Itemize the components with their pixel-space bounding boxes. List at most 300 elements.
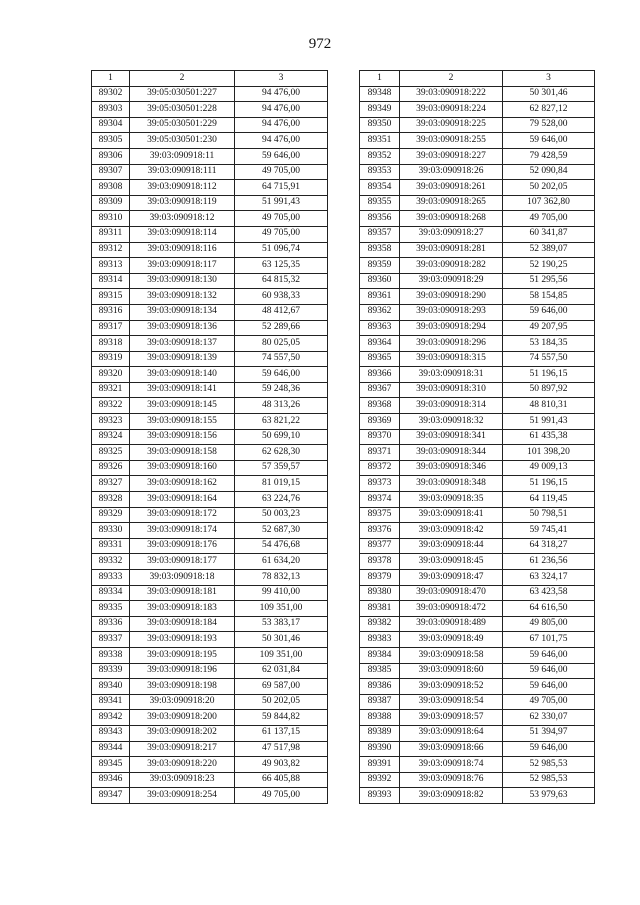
cadastral-number-cell: 39:03:090918:198 — [130, 679, 235, 695]
row-number-cell: 89348 — [360, 86, 400, 102]
cadastral-number-cell: 39:03:090918:11 — [130, 148, 235, 164]
value-cell: 57 359,57 — [235, 460, 328, 476]
table-row — [92, 289, 328, 305]
row-number-cell: 89373 — [360, 476, 400, 492]
cadastral-number-cell: 39:03:090918:174 — [130, 523, 235, 539]
row-number-cell: 89333 — [92, 570, 130, 586]
table-row — [360, 725, 595, 741]
row-number-cell: 89302 — [92, 86, 130, 102]
row-number-cell: 89386 — [360, 679, 400, 695]
value-cell: 64 815,32 — [235, 273, 328, 289]
row-number-cell: 89376 — [360, 523, 400, 539]
table-row — [360, 601, 595, 617]
row-number-cell: 89307 — [92, 164, 130, 180]
cadastral-number-cell: 39:03:090918:139 — [130, 351, 235, 367]
cadastral-number-cell: 39:03:090918:137 — [130, 336, 235, 352]
row-number-cell: 89308 — [92, 180, 130, 196]
row-number-cell: 89326 — [92, 460, 130, 476]
row-number-cell: 89355 — [360, 195, 400, 211]
cadastral-number-cell: 39:03:090918:112 — [130, 180, 235, 196]
row-number-cell: 89335 — [92, 601, 130, 617]
value-cell: 94 476,00 — [235, 102, 328, 118]
table-row — [360, 445, 595, 461]
table-row — [360, 570, 595, 586]
cadastral-number-cell: 39:03:090918:348 — [400, 476, 503, 492]
table-row — [360, 647, 595, 663]
column-header: 1 — [92, 71, 130, 87]
row-number-cell: 89345 — [92, 757, 130, 773]
row-number-cell: 89310 — [92, 211, 130, 227]
table-row — [360, 694, 595, 710]
cadastral-number-cell: 39:03:090918:227 — [400, 148, 503, 164]
table-row — [360, 320, 595, 336]
table-row — [92, 382, 328, 398]
cadastral-number-cell: 39:03:090918:156 — [130, 429, 235, 445]
cadastral-number-cell: 39:03:090918:281 — [400, 242, 503, 258]
value-cell: 64 616,50 — [503, 601, 595, 617]
value-cell: 52 687,30 — [235, 523, 328, 539]
value-cell: 50 003,23 — [235, 507, 328, 523]
value-cell: 49 705,00 — [235, 226, 328, 242]
table-row — [92, 492, 328, 508]
value-cell: 61 137,15 — [235, 725, 328, 741]
table-row — [360, 226, 595, 242]
cadastral-number-cell: 39:03:090918:132 — [130, 289, 235, 305]
cadastral-number-cell: 39:03:090918:176 — [130, 538, 235, 554]
cadastral-number-cell: 39:03:090918:74 — [400, 757, 503, 773]
row-number-cell: 89329 — [92, 507, 130, 523]
table-row — [360, 663, 595, 679]
right-table — [359, 70, 595, 804]
cadastral-number-cell: 39:03:090918:155 — [130, 414, 235, 430]
row-number-cell: 89366 — [360, 367, 400, 383]
value-cell: 78 832,13 — [235, 570, 328, 586]
row-number-cell: 89330 — [92, 523, 130, 539]
table-row — [92, 414, 328, 430]
cadastral-number-cell: 39:03:090918:41 — [400, 507, 503, 523]
row-number-cell: 89336 — [92, 616, 130, 632]
cadastral-number-cell: 39:03:090918:23 — [130, 772, 235, 788]
value-cell: 59 248,36 — [235, 382, 328, 398]
cadastral-number-cell: 39:03:090918:202 — [130, 725, 235, 741]
cadastral-number-cell: 39:05:030501:228 — [130, 102, 235, 118]
cadastral-number-cell: 39:03:090918:64 — [400, 725, 503, 741]
value-cell: 59 745,41 — [503, 523, 595, 539]
table-row — [360, 476, 595, 492]
cadastral-number-cell: 39:03:090918:254 — [130, 788, 235, 804]
table-row — [360, 772, 595, 788]
cadastral-number-cell: 39:03:090918:52 — [400, 679, 503, 695]
cadastral-number-cell: 39:03:090918:42 — [400, 523, 503, 539]
row-number-cell: 89385 — [360, 663, 400, 679]
cadastral-number-cell: 39:03:090918:268 — [400, 211, 503, 227]
row-number-cell: 89324 — [92, 429, 130, 445]
value-cell: 52 090,84 — [503, 164, 595, 180]
row-number-cell: 89389 — [360, 725, 400, 741]
row-number-cell: 89317 — [92, 320, 130, 336]
cadastral-number-cell: 39:03:090918:222 — [400, 86, 503, 102]
cadastral-number-cell: 39:03:090918:282 — [400, 258, 503, 274]
cadastral-number-cell: 39:03:090918:12 — [130, 211, 235, 227]
table-row — [92, 601, 328, 617]
table-row — [360, 273, 595, 289]
cadastral-number-cell: 39:03:090918:44 — [400, 538, 503, 554]
table-row — [92, 148, 328, 164]
cadastral-number-cell: 39:03:090918:47 — [400, 570, 503, 586]
table-row — [92, 741, 328, 757]
value-cell: 64 715,91 — [235, 180, 328, 196]
table-row — [360, 632, 595, 648]
row-number-cell: 89304 — [92, 117, 130, 133]
value-cell: 52 985,53 — [503, 757, 595, 773]
table-row — [360, 710, 595, 726]
table-row — [360, 304, 595, 320]
cadastral-number-cell: 39:03:090918:310 — [400, 382, 503, 398]
table-row — [360, 117, 595, 133]
row-number-cell: 89316 — [92, 304, 130, 320]
row-number-cell: 89312 — [92, 242, 130, 258]
row-number-cell: 89365 — [360, 351, 400, 367]
cadastral-number-cell: 39:03:090918:134 — [130, 304, 235, 320]
table-row — [92, 554, 328, 570]
value-cell: 59 646,00 — [235, 367, 328, 383]
value-cell: 53 383,17 — [235, 616, 328, 632]
value-cell: 63 324,17 — [503, 570, 595, 586]
cadastral-number-cell: 39:03:090918:18 — [130, 570, 235, 586]
value-cell: 51 394,97 — [503, 725, 595, 741]
table-row — [360, 133, 595, 149]
row-number-cell: 89343 — [92, 725, 130, 741]
row-number-cell: 89342 — [92, 710, 130, 726]
row-number-cell: 89384 — [360, 647, 400, 663]
value-cell: 109 351,00 — [235, 601, 328, 617]
value-cell: 49 705,00 — [235, 788, 328, 804]
table-row — [360, 741, 595, 757]
value-cell: 48 412,67 — [235, 304, 328, 320]
row-number-cell: 89313 — [92, 258, 130, 274]
cadastral-number-cell: 39:03:090918:145 — [130, 398, 235, 414]
value-cell: 60 938,33 — [235, 289, 328, 305]
value-cell: 61 236,56 — [503, 554, 595, 570]
cadastral-number-cell: 39:03:090918:114 — [130, 226, 235, 242]
value-cell: 59 844,82 — [235, 710, 328, 726]
value-cell: 50 798,51 — [503, 507, 595, 523]
table-row — [92, 679, 328, 695]
cadastral-number-cell: 39:03:090918:344 — [400, 445, 503, 461]
cadastral-number-cell: 39:03:090918:255 — [400, 133, 503, 149]
value-cell: 49 009,13 — [503, 460, 595, 476]
row-number-cell: 89323 — [92, 414, 130, 430]
cadastral-number-cell: 39:03:090918:82 — [400, 788, 503, 804]
value-cell: 59 646,00 — [503, 679, 595, 695]
row-number-cell: 89374 — [360, 492, 400, 508]
value-cell: 51 991,43 — [235, 195, 328, 211]
table-row — [360, 788, 595, 804]
table-row — [360, 336, 595, 352]
row-number-cell: 89379 — [360, 570, 400, 586]
row-number-cell: 89380 — [360, 585, 400, 601]
value-cell: 49 705,00 — [503, 694, 595, 710]
table-row — [360, 211, 595, 227]
table-row — [92, 616, 328, 632]
cadastral-number-cell: 39:03:090918:20 — [130, 694, 235, 710]
cadastral-number-cell: 39:03:090918:111 — [130, 164, 235, 180]
row-number-cell: 89388 — [360, 710, 400, 726]
cadastral-number-cell: 39:03:090918:315 — [400, 351, 503, 367]
row-number-cell: 89371 — [360, 445, 400, 461]
value-cell: 81 019,15 — [235, 476, 328, 492]
table-row — [360, 242, 595, 258]
table-row — [92, 538, 328, 554]
table-row — [92, 757, 328, 773]
cadastral-number-cell: 39:03:090918:76 — [400, 772, 503, 788]
cadastral-number-cell: 39:03:090918:140 — [130, 367, 235, 383]
row-number-cell: 89364 — [360, 336, 400, 352]
value-cell: 50 301,46 — [235, 632, 328, 648]
cadastral-number-cell: 39:03:090918:130 — [130, 273, 235, 289]
row-number-cell: 89353 — [360, 164, 400, 180]
table-row — [360, 757, 595, 773]
table-row — [360, 86, 595, 102]
table-row — [92, 211, 328, 227]
cadastral-number-cell: 39:03:090918:470 — [400, 585, 503, 601]
row-number-cell: 89349 — [360, 102, 400, 118]
value-cell: 50 897,92 — [503, 382, 595, 398]
value-cell: 101 398,20 — [503, 445, 595, 461]
cadastral-number-cell: 39:03:090918:200 — [130, 710, 235, 726]
row-number-cell: 89357 — [360, 226, 400, 242]
table-row — [360, 102, 595, 118]
value-cell: 51 991,43 — [503, 414, 595, 430]
value-cell: 107 362,80 — [503, 195, 595, 211]
table-row — [92, 86, 328, 102]
value-cell: 109 351,00 — [235, 647, 328, 663]
value-cell: 52 190,25 — [503, 258, 595, 274]
value-cell: 51 295,56 — [503, 273, 595, 289]
value-cell: 53 979,63 — [503, 788, 595, 804]
cadastral-number-cell: 39:03:090918:195 — [130, 647, 235, 663]
row-number-cell: 89309 — [92, 195, 130, 211]
table-row — [92, 180, 328, 196]
row-number-cell: 89351 — [360, 133, 400, 149]
table-row — [92, 304, 328, 320]
table-row — [360, 195, 595, 211]
table-row — [360, 148, 595, 164]
cadastral-number-cell: 39:03:090918:116 — [130, 242, 235, 258]
row-number-cell: 89328 — [92, 492, 130, 508]
value-cell: 69 587,00 — [235, 679, 328, 695]
value-cell: 59 646,00 — [503, 741, 595, 757]
table-row — [360, 492, 595, 508]
table-row — [92, 226, 328, 242]
table-row — [92, 258, 328, 274]
row-number-cell: 89372 — [360, 460, 400, 476]
row-number-cell: 89320 — [92, 367, 130, 383]
table-row — [92, 476, 328, 492]
table-row — [92, 367, 328, 383]
column-header: 2 — [400, 71, 503, 87]
cadastral-number-cell: 39:03:090918:294 — [400, 320, 503, 336]
row-number-cell: 89305 — [92, 133, 130, 149]
row-number-cell: 89352 — [360, 148, 400, 164]
row-number-cell: 89354 — [360, 180, 400, 196]
value-cell: 74 557,50 — [235, 351, 328, 367]
cadastral-number-cell: 39:03:090918:183 — [130, 601, 235, 617]
row-number-cell: 89390 — [360, 741, 400, 757]
row-number-cell: 89338 — [92, 647, 130, 663]
value-cell: 51 196,15 — [503, 367, 595, 383]
table-row — [92, 460, 328, 476]
row-number-cell: 89377 — [360, 538, 400, 554]
cadastral-number-cell: 39:03:090918:117 — [130, 258, 235, 274]
cadastral-number-cell: 39:03:090918:49 — [400, 632, 503, 648]
cadastral-number-cell: 39:03:090918:54 — [400, 694, 503, 710]
value-cell: 59 646,00 — [503, 663, 595, 679]
cadastral-number-cell: 39:05:030501:230 — [130, 133, 235, 149]
value-cell: 59 646,00 — [503, 133, 595, 149]
table-row — [92, 429, 328, 445]
row-number-cell: 89322 — [92, 398, 130, 414]
table-row — [360, 429, 595, 445]
value-cell: 52 289,66 — [235, 320, 328, 336]
value-cell: 49 903,82 — [235, 757, 328, 773]
table-row — [92, 585, 328, 601]
table-row — [92, 117, 328, 133]
column-header: 2 — [130, 71, 235, 87]
table-row — [92, 273, 328, 289]
row-number-cell: 89332 — [92, 554, 130, 570]
cadastral-number-cell: 39:03:090918:217 — [130, 741, 235, 757]
cadastral-number-cell: 39:03:090918:296 — [400, 336, 503, 352]
column-header: 1 — [360, 71, 400, 87]
row-number-cell: 89334 — [92, 585, 130, 601]
column-header: 3 — [235, 71, 328, 87]
row-number-cell: 89325 — [92, 445, 130, 461]
row-number-cell: 89340 — [92, 679, 130, 695]
cadastral-number-cell: 39:03:090918:489 — [400, 616, 503, 632]
value-cell: 59 646,00 — [503, 304, 595, 320]
cadastral-number-cell: 39:03:090918:58 — [400, 647, 503, 663]
value-cell: 48 810,31 — [503, 398, 595, 414]
row-number-cell: 89369 — [360, 414, 400, 430]
table-row — [92, 320, 328, 336]
value-cell: 50 301,46 — [503, 86, 595, 102]
cadastral-number-cell: 39:03:090918:224 — [400, 102, 503, 118]
cadastral-number-cell: 39:03:090918:158 — [130, 445, 235, 461]
value-cell: 62 628,30 — [235, 445, 328, 461]
row-number-cell: 89346 — [92, 772, 130, 788]
row-number-cell: 89321 — [92, 382, 130, 398]
row-number-cell: 89361 — [360, 289, 400, 305]
row-number-cell: 89327 — [92, 476, 130, 492]
value-cell: 63 125,35 — [235, 258, 328, 274]
value-cell: 80 025,05 — [235, 336, 328, 352]
value-cell: 62 330,07 — [503, 710, 595, 726]
cadastral-number-cell: 39:03:090918:160 — [130, 460, 235, 476]
value-cell: 51 196,15 — [503, 476, 595, 492]
row-number-cell: 89319 — [92, 351, 130, 367]
table-row — [360, 382, 595, 398]
cadastral-number-cell: 39:03:090918:265 — [400, 195, 503, 211]
value-cell: 94 476,00 — [235, 133, 328, 149]
row-number-cell: 89350 — [360, 117, 400, 133]
table-row — [360, 523, 595, 539]
row-number-cell: 89367 — [360, 382, 400, 398]
table-row — [360, 164, 595, 180]
value-cell: 52 985,53 — [503, 772, 595, 788]
row-number-cell: 89318 — [92, 336, 130, 352]
value-cell: 49 705,00 — [235, 211, 328, 227]
cadastral-number-cell: 39:03:090918:314 — [400, 398, 503, 414]
row-number-cell: 89370 — [360, 429, 400, 445]
cadastral-number-cell: 39:03:090918:472 — [400, 601, 503, 617]
table-row — [92, 351, 328, 367]
table-row — [92, 647, 328, 663]
value-cell: 63 821,22 — [235, 414, 328, 430]
column-header: 3 — [503, 71, 595, 87]
cadastral-number-cell: 39:03:090918:29 — [400, 273, 503, 289]
cadastral-number-cell: 39:03:090918:193 — [130, 632, 235, 648]
table-row — [360, 180, 595, 196]
value-cell: 49 805,00 — [503, 616, 595, 632]
value-cell: 62 827,12 — [503, 102, 595, 118]
table-row — [360, 585, 595, 601]
table-row — [360, 289, 595, 305]
row-number-cell: 89392 — [360, 772, 400, 788]
cadastral-number-cell: 39:03:090918:341 — [400, 429, 503, 445]
table-row — [92, 710, 328, 726]
value-cell: 67 101,75 — [503, 632, 595, 648]
table-row — [360, 538, 595, 554]
value-cell: 64 318,27 — [503, 538, 595, 554]
row-number-cell: 89383 — [360, 632, 400, 648]
value-cell: 51 096,74 — [235, 242, 328, 258]
value-cell: 79 428,59 — [503, 148, 595, 164]
header-row — [92, 71, 328, 87]
value-cell: 94 476,00 — [235, 117, 328, 133]
table-row — [360, 367, 595, 383]
value-cell: 62 031,84 — [235, 663, 328, 679]
row-number-cell: 89378 — [360, 554, 400, 570]
table-row — [92, 632, 328, 648]
cadastral-number-cell: 39:03:090918:141 — [130, 382, 235, 398]
value-cell: 50 202,05 — [235, 694, 328, 710]
cadastral-number-cell: 39:03:090918:35 — [400, 492, 503, 508]
table-row — [92, 164, 328, 180]
table-row — [92, 788, 328, 804]
row-number-cell: 89362 — [360, 304, 400, 320]
cadastral-number-cell: 39:03:090918:27 — [400, 226, 503, 242]
cadastral-number-cell: 39:05:030501:229 — [130, 117, 235, 133]
row-number-cell: 89303 — [92, 102, 130, 118]
table-row — [360, 679, 595, 695]
value-cell: 63 224,76 — [235, 492, 328, 508]
cadastral-number-cell: 39:03:090918:32 — [400, 414, 503, 430]
table-row — [92, 570, 328, 586]
cadastral-number-cell: 39:03:090918:261 — [400, 180, 503, 196]
table-row — [92, 694, 328, 710]
value-cell: 59 646,00 — [503, 647, 595, 663]
cadastral-number-cell: 39:03:090918:220 — [130, 757, 235, 773]
row-number-cell: 89391 — [360, 757, 400, 773]
row-number-cell: 89331 — [92, 538, 130, 554]
table-row — [92, 133, 328, 149]
table-row — [360, 414, 595, 430]
value-cell: 48 313,26 — [235, 398, 328, 414]
row-number-cell: 89375 — [360, 507, 400, 523]
value-cell: 53 184,35 — [503, 336, 595, 352]
cadastral-number-cell: 39:03:090918:290 — [400, 289, 503, 305]
